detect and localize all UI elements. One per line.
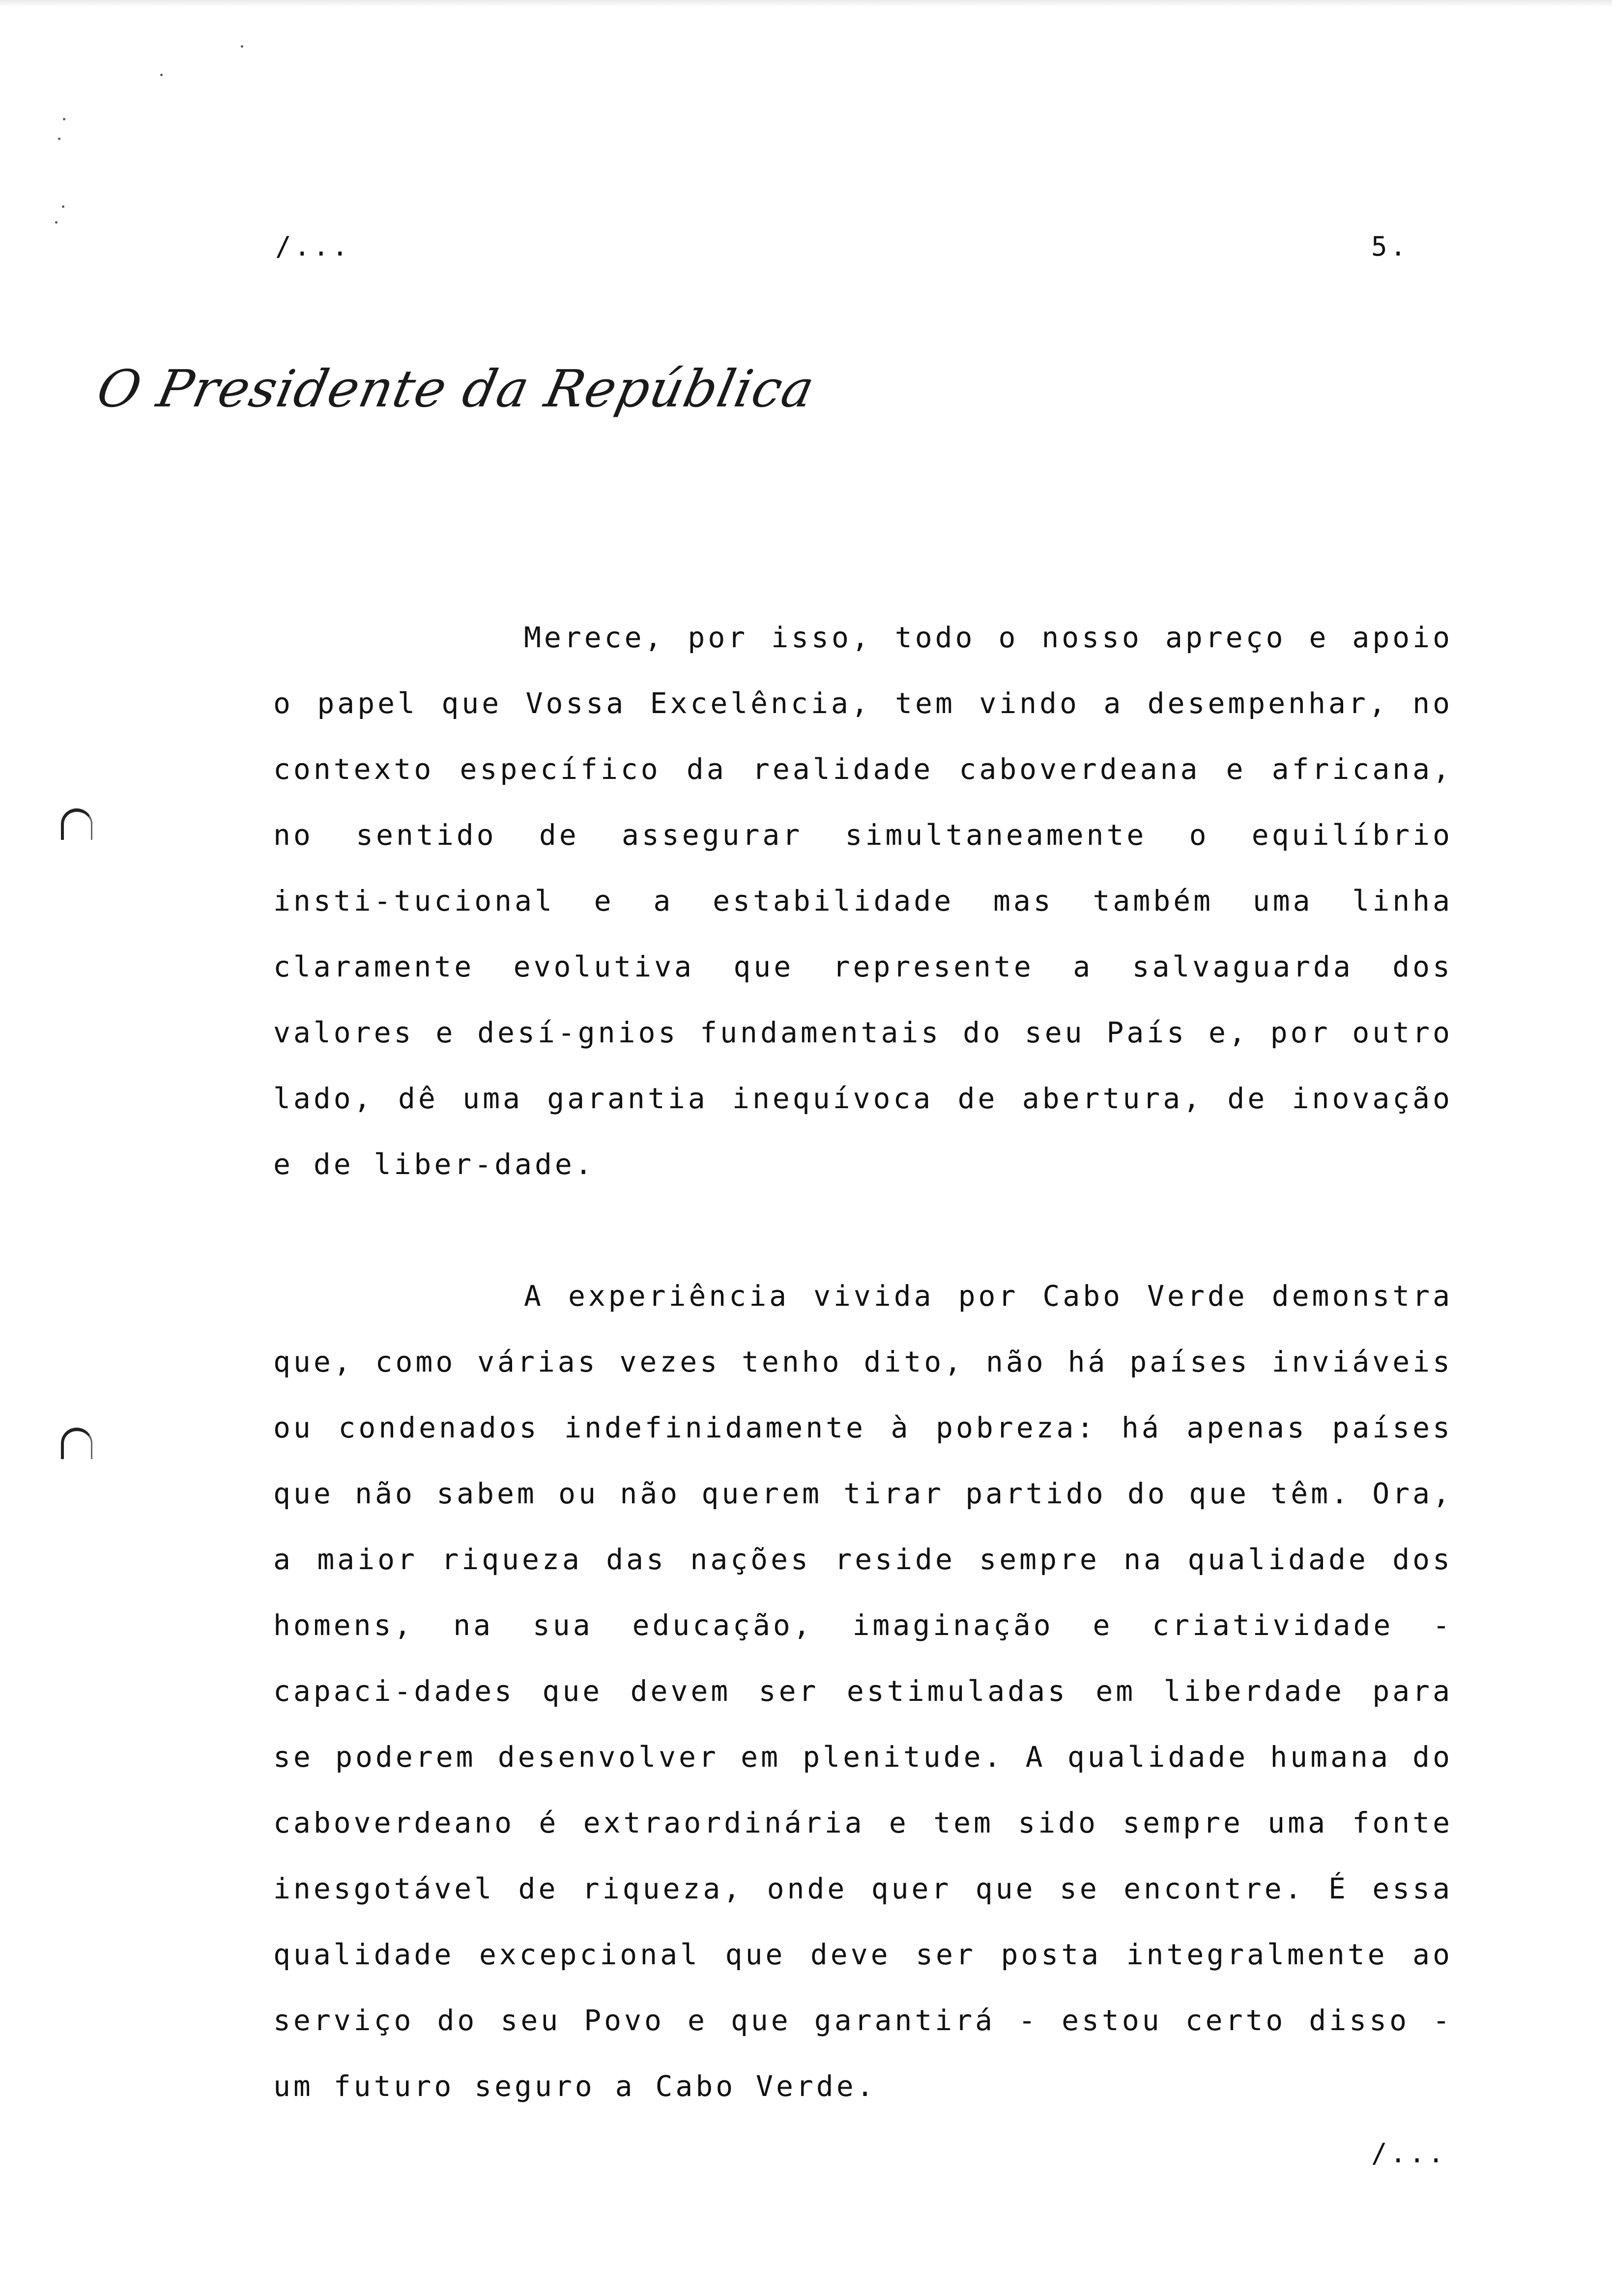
punch-hole-mark [61,808,92,840]
scan-speck [241,45,243,48]
letterhead-title: O Presidente da República [92,359,821,419]
body-paragraph: Merece, por isso, todo o nosso apreço e apoio o papel que Vossa Excelência, tem vindo a desempenhar, no contexto específico da realidade caboverdeana e africana, no sentido de assegurar simultaneamente o equilíbrio insti-tucional e a estabilidade mas também uma linha claramente evolutiva que represente a salvaguarda dos valores e desí-gnios fundamentais do seu País e, por outro lado, dê uma garantia inequívoca de abertura, de inovação e de liber-dade. [273,621,1453,1181]
scan-top-edge [0,0,1612,7]
header-continuation-mark: /... [275,231,351,262]
scan-speck [55,221,58,224]
scan-speck [58,138,60,140]
body-paragraph: A experiência vivida por Cabo Verde demonstra que, como várias vezes tenho dito, não há países inviáveis ou condenados indefinidamente à pobreza: há apenas países que não sabem ou não querem tirar partido do que têm. Ora, a maior riqueza das nações reside sempre na qualidade dos homens, na sua educação, imaginação e criatividade - capaci-dades que devem ser estimuladas em liberdade para se poderem desenvolver em plenitude. A qualidade humana do caboverdeano é extraordinária e tem sido sempre uma fonte inesgotável de riqueza, onde quer que se encontre. É essa qualidade excepcional que deve ser posta integralmente ao serviço do seu Povo e que garantirá - estou certo disso - um futuro seguro a Cabo Verde. [273,1279,1453,2103]
footer-continuation-mark: /... [1371,2138,1447,2169]
punch-hole-mark [61,1428,92,1459]
scan-speck [62,205,64,208]
scan-speck [63,118,65,120]
scan-speck [160,74,163,76]
page-number: 5. [1371,231,1410,262]
